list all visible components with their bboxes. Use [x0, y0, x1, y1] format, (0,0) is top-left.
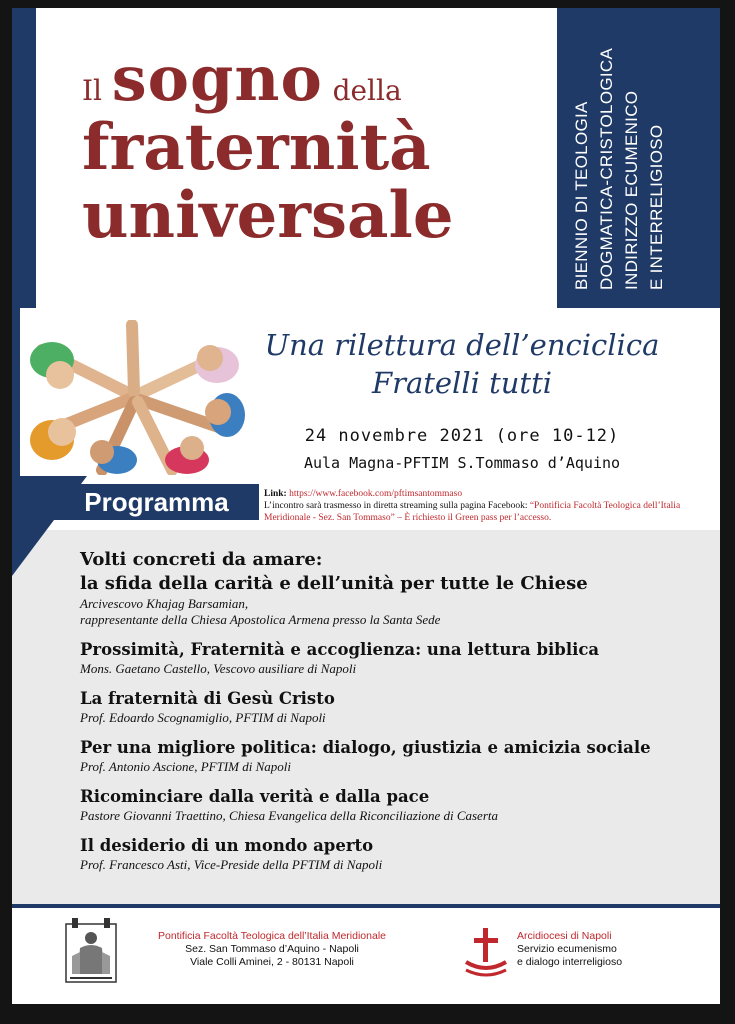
footer-divider — [12, 904, 720, 908]
course-line-4: E INTERRELIGIOSO — [647, 124, 666, 290]
course-line-3: INDIRIZZO ECUMENICO — [622, 90, 641, 290]
program-list — [80, 548, 710, 884]
program-item-speaker: Prof. Edoardo Scognamiglio, PFTIM di Napoli — [80, 710, 326, 725]
course-vertical-text — [569, 18, 669, 290]
title-line-3: universale — [82, 178, 454, 254]
program-banner: Programma — [54, 484, 259, 520]
title-word-il: Il — [82, 74, 103, 107]
program-item-title: Volti concreti da amare: — [80, 549, 323, 570]
subtitle-line-2: Fratelli tutti — [371, 366, 553, 400]
main-title — [82, 42, 552, 254]
program-item — [80, 835, 710, 873]
program-item — [80, 639, 710, 677]
program-item-speaker: Mons. Gaetano Castello, Vescovo ausiliare di Napoli — [80, 661, 357, 676]
left-blue-strip — [12, 8, 36, 308]
program-item-title: Ricominciare dalla verità e dalla pace — [80, 787, 430, 806]
arcidiocesi-service: Servizio ecumenismo — [517, 943, 617, 955]
program-item-speaker: Prof. Antonio Ascione, PFTIM di Napoli — [80, 759, 292, 774]
program-item — [80, 548, 710, 628]
program-item — [80, 737, 710, 775]
program-item — [80, 688, 710, 726]
link-label: Link: — [264, 489, 287, 499]
facebook-link[interactable]: https://www.facebook.com/pftimsantommaso — [289, 489, 463, 499]
arcidiocesi-name: Arcidiocesi di Napoli — [517, 930, 612, 942]
program-item-speaker: Prof. Francesco Asti, Vice-Preside della PFTIM di Napoli — [80, 857, 383, 872]
left-blue-strip-lower — [12, 308, 20, 478]
pftim-address: Viale Colli Aminei, 2 - 80131 Napoli — [190, 956, 354, 968]
arcidiocesi-cross-icon — [462, 926, 510, 982]
program-item-title-cont: la sfida della carità e dell’unità per tutte le Chiese — [80, 573, 588, 594]
event-place: Aula Magna-PFTIM S.Tommaso d’Aquino — [303, 454, 621, 472]
poster — [12, 8, 720, 1004]
program-item-speaker-role: rappresentante della Chiesa Apostolica Armena presso la Santa Sede — [80, 612, 441, 627]
arcidiocesi-service-cont: e dialogo interreligioso — [517, 956, 623, 968]
title-word-della: della — [332, 74, 402, 107]
program-item — [80, 786, 710, 824]
course-line-2: DOGMATICA-CRISTOLOGICA — [597, 47, 616, 290]
people-circle-photo — [22, 320, 247, 475]
program-item-speaker: Pastore Giovanni Traettino, Chiesa Evangelica della Riconciliazione di Caserta — [80, 808, 498, 823]
program-item-title: Per una migliore politica: dialogo, giustizia e amicizia sociale — [80, 738, 651, 757]
facebook-page-name: “Pontificia Facoltà Teologica dell’Italia Meridionale - Sez. San Tommaso” – — [264, 501, 681, 523]
subtitle — [252, 326, 672, 402]
pftim-footer — [152, 930, 392, 969]
event-date: 24 novembre 2021 (ore 10-12) — [304, 426, 620, 446]
program-item-speaker: Arcivescovo Khajag Barsamian, — [80, 596, 249, 611]
course-box — [557, 8, 720, 308]
title-line-2: fraternità — [82, 110, 431, 185]
subtitle-line-1: Una rilettura dell’enciclica — [264, 328, 660, 362]
program-item-title: Prossimità, Fraternità e accoglienza: una lettura biblica — [80, 640, 600, 659]
arcidiocesi-footer — [517, 930, 667, 969]
streaming-info — [264, 488, 714, 524]
green-pass-note: È richiesto il Green pass per l’accesso. — [404, 513, 552, 523]
title-word-sogno: sogno — [111, 42, 323, 115]
program-item-title: Il desiderio di un mondo aperto — [80, 836, 374, 855]
course-line-1: BIENNIO DI TEOLOGIA — [572, 101, 591, 290]
program-item-title: La fraternità di Gesù Cristo — [80, 689, 335, 708]
pftim-section: Sez. San Tommaso d’Aquino - Napoli — [185, 943, 359, 955]
pftim-name: Pontificia Facoltà Teologica dell’Italia Meridionale — [157, 930, 387, 942]
streaming-text: L’incontro sarà trasmesso in diretta streaming sulla pagina Facebook: — [264, 501, 528, 511]
pftim-seal-icon — [62, 916, 120, 986]
title-line-1 — [82, 42, 552, 115]
